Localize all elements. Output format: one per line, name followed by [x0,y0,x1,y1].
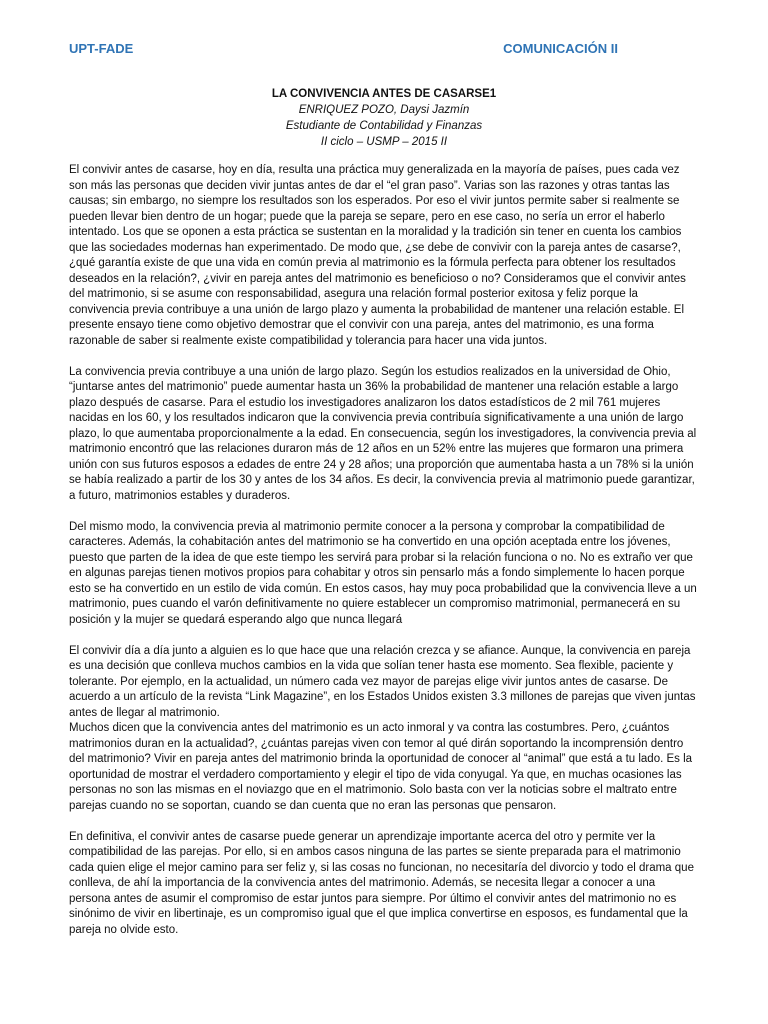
document-title: LA CONVIVENCIA ANTES DE CASARSE1 [271,88,497,100]
paragraph-counterargument: Muchos dicen que la convivencia antes del matrimonio es un acto inmoral y va contra las costumbres. Pero, ¿cuántos matrimonios duran en la actualidad?, ¿cuántas parejas viven con temor al qué dirán soportando la incomprensión dentro del matrimonio? Vivir en pareja antes del matrimonio brinda la oportunidad de conocer al “animal” que está a tu lado. Es la oportunidad de mostrar el verdadero comportamiento y elegir el tipo de vida conyugal. Ya que, en muchas ocasiones las personas no son las mismas en el noviazgo que en el matrimonio. Solo basta con ver la noticias sobre el maltrato entre parejas cuando no se soportan, cuando se dan cuenta que no eran las personas que pensaron. [69,722,693,812]
author-cycle: II ciclo – USMP – 2015 II [320,136,448,148]
author-role: Estudiante de Contabilidad y Finanzas [285,120,483,132]
paragraph-daily-living: El convivir día a día junto a alguien es lo que hace que una relación crezca y se afiance. Aunque, la convivencia en pareja es una decisión que conlleva muchos cambios en la vida que solían tener hasta ese momento. Sea flexible, paciente y tolerante. Por ejemplo, en la actualidad, un número cada vez mayor de parejas elige vivir juntos antes de casarse. De acuerdo a un artículo de la revista “Link Magazine”, en los Estados Unidos existen 3.3 millones de parejas que viven juntas antes de llegar al matrimonio. [69,644,696,719]
title-block [69,86,699,150]
paragraph-long-term-union: La convivencia previa contribuye a una unión de largo plazo. Según los estudios realizados en la universidad de Ohio, “juntarse antes del matrimonio” puede aumentar hasta un 36% la probabilidad de mantener una relación estable a largo plazo después de casarse. Para el estudio los investigadores analizaron los datos estadísticos de 2 mil 761 mujeres nacidas en los 60, y los resultados indicaron que la convivencia previa contribuía significativamente a una unión de largo plazo, lo que aumentaba proporcionalmente a la edad. En consecuencia, según los investigadores, la convivencia previa al matrimonio encontró que las relaciones duraron más de 12 años en un 52% entre las mujeres que formaron una primera unión con sus futuros esposos a edades de entre 24 y 28 años; una proporción que aumentaba hasta a un 78% si la unión se había realizado a partir de los 30 y antes de los 34 años. Es decir, la convivencia previa al matrimonio puede garantizar, a futuro, matrimonios estables y duraderos. [69,365,697,502]
page-header [69,41,618,61]
paragraph-introduction: El convivir antes de casarse, hoy en día, resulta una práctica muy generalizada en la mayoría de países, pues cada vez son más las personas que deciden vivir juntas antes de dar el “el gran paso”. Varias son las razones y otras tantas las causas; sin embargo, no siempre los resultados son los esperados. Por eso el vivir juntos permite saber si realmente se pueden llevar bien dentro de un hogar; puede que la pareja se separe, pero en ese caso, no sería un error el haberlo intentado. Los que se oponen a esta práctica se sustentan en la moralidad y la tradición sin tener en cuenta los cambios que las sociedades modernas han experimentado. De modo que, ¿se debe de convivir con la pareja antes de casarse?, ¿qué garantía existe de que una vida en común previa al matrimonio es la fórmula perfecta para obtener los resultados deseados en la relación?, ¿vivir en pareja antes del matrimonio es beneficioso o no? Consideramos que el convivir antes del matrimonio, si se asume con responsabilidad, asegura una relación formal posterior exitosa y feliz porque la convivencia previa contribuye a una unión de largo plazo y aumenta la probabilidad de mantener una relación estable. El presente ensayo tiene como objetivo demostrar que el convivir con una pareja, antes del matrimonio, es una forma razonable de saber si realmente existe compatibilidad y tolerancia para hacer una vida juntos. [69,164,686,347]
paragraph-compatibility: Del mismo modo, la convivencia previa al matrimonio permite conocer a la persona y comprobar la compatibilidad de caracteres. Además, la cohabitación antes del matrimonio se ha convertido en una opción aceptada entre los jóvenes, puesto que parten de la idea de que este tiempo les servirá para probar si la relación funciona o no. No es extraño ver que en algunas parejas tienen motivos propios para cohabitar y otros sin pensarlo más a fondo simplemente lo hacen porque esto se ha convertido en un estilo de vida común. En estos casos, hay muy poca probabilidad que la convivencia lleve a un matrimonio, pues cuando el varón definitivamente no quiere establecer un compromiso matrimonial, permanecerá en su posición y la mujer se quedará esperando algo que nunca llegará [69,520,697,626]
paragraph-conclusion: En definitiva, el convivir antes de casarse puede generar un aprendizaje importante acerca del otro y permite ver la compatibilidad de las parejas. Por ello, si en ambos casos ninguna de las partes se siente preparada para el matrimonio cada quien elige el mejor camino para ser feliz y, si las cosas no funcionan, no necesitaría del divorcio y todo el drama que conlleva, de ahí la importancia de la convivencia antes del matrimonio. Además, se necesita llegar a conocer a una persona antes de asumir el compromiso de estar juntos para siempre. Por último el convivir antes del matrimonio no es sinónimo de vivir en libertinaje, es un compromiso igual que el que implica convertirse en esposos, es fundamental que la pareja no olvide esto. [69,830,694,936]
author-name: ENRIQUEZ POZO, Daysi Jazmín [298,104,470,116]
essay-body [69,163,699,954]
header-course: COMUNICACIÓN II [503,41,618,56]
header-institution: UPT-FADE [69,41,134,56]
